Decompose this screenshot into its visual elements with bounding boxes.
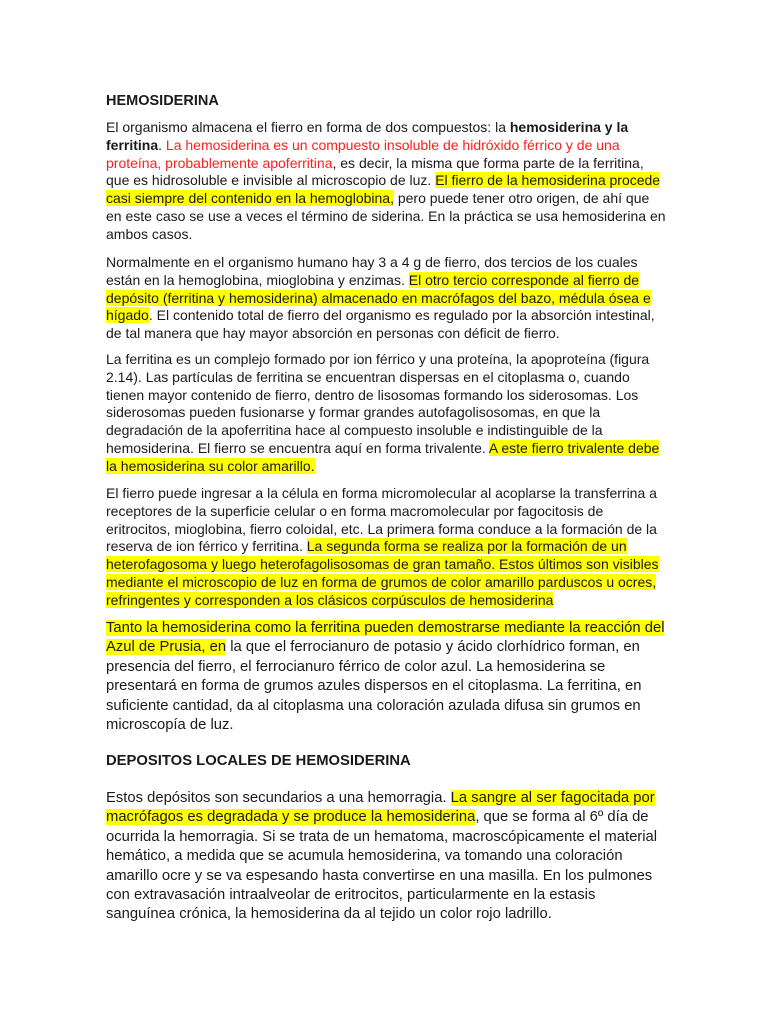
paragraph-2 — [106, 254, 666, 343]
p1-bold-terms: hemosiderina y la ferritina — [106, 119, 629, 153]
paragraph-6 — [106, 789, 666, 925]
p1-text-3: pero puede tener otro origen, de ahí que en este caso se use a veces el término de siderina. En la práctica se usa hemosiderina en ambos casos. — [106, 190, 666, 242]
p1-highlight: El fierro de la hemosiderina procede casi siempre del contenido en la hemoglobina, — [106, 172, 661, 207]
p5-text: la que el ferrocianuro de potasio y ácido clorhídrico forman, en presencia del fierro, el ferrocianuro férrico de color azul. La hemosiderina se presentará en forma de grumos azules dispersos en el citoplasma. La ferritina, en suficiente cantidad, da al citoplasma una coloración azulada difusa sin grumos en microscopía de luz. — [106, 639, 642, 734]
p6-text-2: , que se forma al 6º día de ocurrida la hemorragia. Si se trata de un hematoma, macroscópicamente el material hemático, a medida que se acumula hemosiderina, va tomando una coloración amarillo ocre y se va espesando hasta convertirse en una masilla. En los pulmones con extravasación intraalveolar de eritrocitos, particularmente en la estasis sanguínea crónica, la hemosiderina da al tejido un color rojo ladrillo. — [106, 809, 658, 923]
p1-text-2: , es decir, la misma que forma parte de la ferritina, que es hidrosoluble e invisible al microscopio de luz. — [106, 154, 644, 189]
p1-text: El organismo almacena el fierro en forma de dos compuestos: la — [106, 119, 510, 135]
paragraph-1 — [106, 119, 666, 244]
p2-highlight: El otro tercio corresponde al fierro de depósito (ferritina y hemosiderina) almacenado en macrófagos del bazo, médula ósea e hígado — [106, 271, 651, 324]
p1-red-text: La hemosiderina es un compuesto insoluble de hidróxido férrico y de una proteína, probablemente apoferritina — [106, 136, 620, 171]
p4-highlight: La segunda forma se realiza por la formación de un heterofagosoma y luego heterofagolisosomas de gran tamaño. Estos últimos son visibles mediante el microscopio de luz en forma de grumos de color amarillo parduscos u ocres, refringentes y corresponden a los clásicos corpúsculos de hemosiderina — [106, 538, 659, 608]
section-heading-hemosiderina: HEMOSIDERINA — [106, 93, 219, 109]
p2-text: Normalmente en el organismo humano hay 3 a 4 g de fierro, dos tercios de los cuales están en la hemoglobina, mioglobina y enzimas. — [106, 254, 638, 288]
p4-text: El fierro puede ingresar a la célula en forma micromolecular al acoplarse la transferrina a receptores de la superficie celular o en forma macromolecular por fagocitosis de eritrocitos, mioglobina, fierro coloidal, etc. La primera forma conduce a la formación de la reserva de ion férrico y ferritina. — [106, 485, 657, 555]
p5-highlight: Tanto la hemosiderina como la ferritina pueden demostrarse mediante la reacción del Azul de Prusia, en — [106, 620, 665, 656]
p3-highlight: A este fierro trivalente debe la hemosiderina su color amarillo. — [106, 439, 660, 474]
paragraph-4 — [106, 485, 666, 610]
section-heading-depositos: DEPOSITOS LOCALES DE HEMOSIDERINA — [106, 753, 411, 769]
paragraph-5 — [106, 619, 666, 735]
p2-text-2: . El contenido total de fierro del organismo es regulado por la absorción intestinal, de tal manera que hay mayor absorción en personas con déficit de fierro. — [106, 307, 655, 342]
p6-highlight: La sangre al ser fagocitada por macrófagos es degradada y se produce la hemosiderina — [106, 790, 655, 826]
paragraph-3 — [106, 351, 666, 476]
p3-text: La ferritina es un complejo formado por ion férrico y una proteína, la apoproteína (figura 2.14). Las partículas de ferritina se encuentran dispersas en el citoplasma o, cuando tienen mayor contenido de fierro, dentro de lisosomas formando los siderosomas. Los siderosomas pueden fusionarse y formar grandes autofagolisosomas, en que la degradación de la apoferritina hace al compuesto insoluble e indistinguible de la hemosiderina. El fierro se encuentra aquí en forma trivalente. — [106, 351, 650, 456]
p6-text: Estos depósitos son secundarios a una hemorragia. — [106, 790, 451, 806]
p1-punct: . — [158, 136, 166, 153]
